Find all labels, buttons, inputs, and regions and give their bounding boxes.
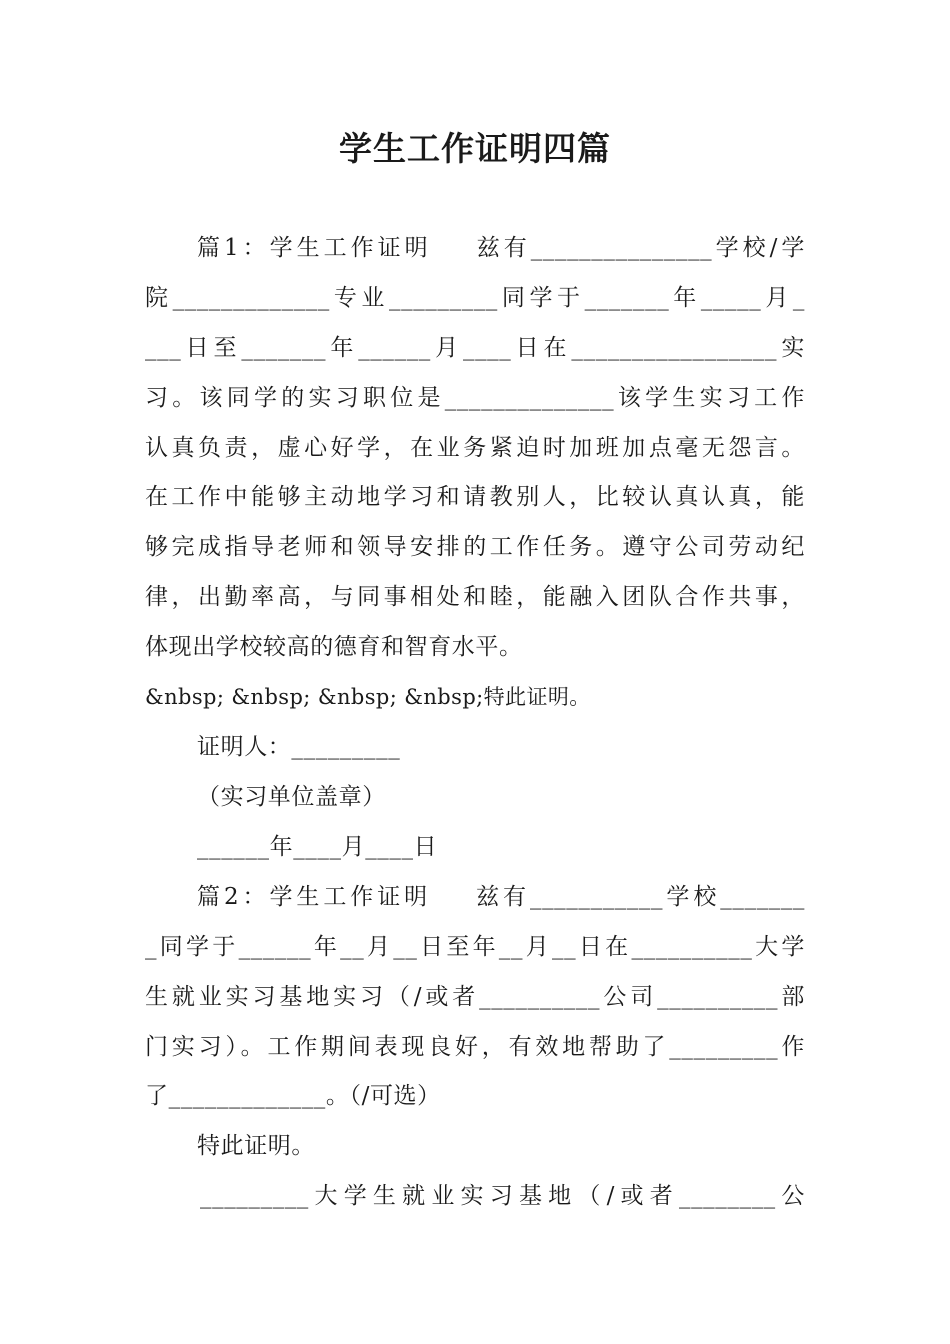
paragraph-line: &nbsp; &nbsp; &nbsp; &nbsp;特此证明。 [145, 685, 591, 709]
paragraph-line: 篇2：学生工作证明 兹有___________学校_______ [197, 884, 805, 910]
paragraph-line: 了_____________。（/可选） [145, 1083, 441, 1109]
paragraph-line: 门实习）。工作期间表现良好，有效地帮助了_________作 [145, 1034, 805, 1060]
paragraph-line: 特此证明。 [197, 1133, 315, 1159]
date-line: ______年____月____日 [197, 834, 438, 860]
paragraph-line: ___日至_______年______月____日在_________________实 [145, 335, 805, 361]
paragraph-line: 篇1：学生工作证明 兹有_______________学校/学 [197, 235, 805, 261]
stamp-note: （实习单位盖章） [197, 784, 386, 810]
paragraph-line: 生就业实习基地实习（/或者__________公司__________部 [145, 984, 805, 1010]
paragraph-line: 律，出勤率高，与同事相处和睦，能融入团队合作共事， [145, 584, 805, 610]
paragraph-line: 院_____________专业_________同学于_______年_____月_ [145, 285, 805, 311]
paragraph-line: 够完成指导老师和领导安排的工作任务。遵守公司劳动纪 [145, 534, 805, 560]
paragraph-line: _________大学生就业实习基地（/或者________公 [200, 1183, 805, 1209]
paragraph-line: 习。该同学的实习职位是______________该学生实习工作 [145, 385, 805, 411]
paragraph-line: 在工作中能够主动地学习和请教别人，比较认真认真，能 [145, 484, 805, 510]
paragraph-line: 体现出学校较高的德育和智育水平。 [145, 634, 523, 660]
paragraph-line: _同学于______年__月__日至年__月__日在__________大学 [145, 934, 805, 960]
certifier-line: 证明人：_________ [197, 734, 401, 760]
paragraph-line: 认真负责，虚心好学，在业务紧迫时加班加点毫无怨言。 [145, 435, 805, 461]
page-title: 学生工作证明四篇 [339, 129, 611, 168]
